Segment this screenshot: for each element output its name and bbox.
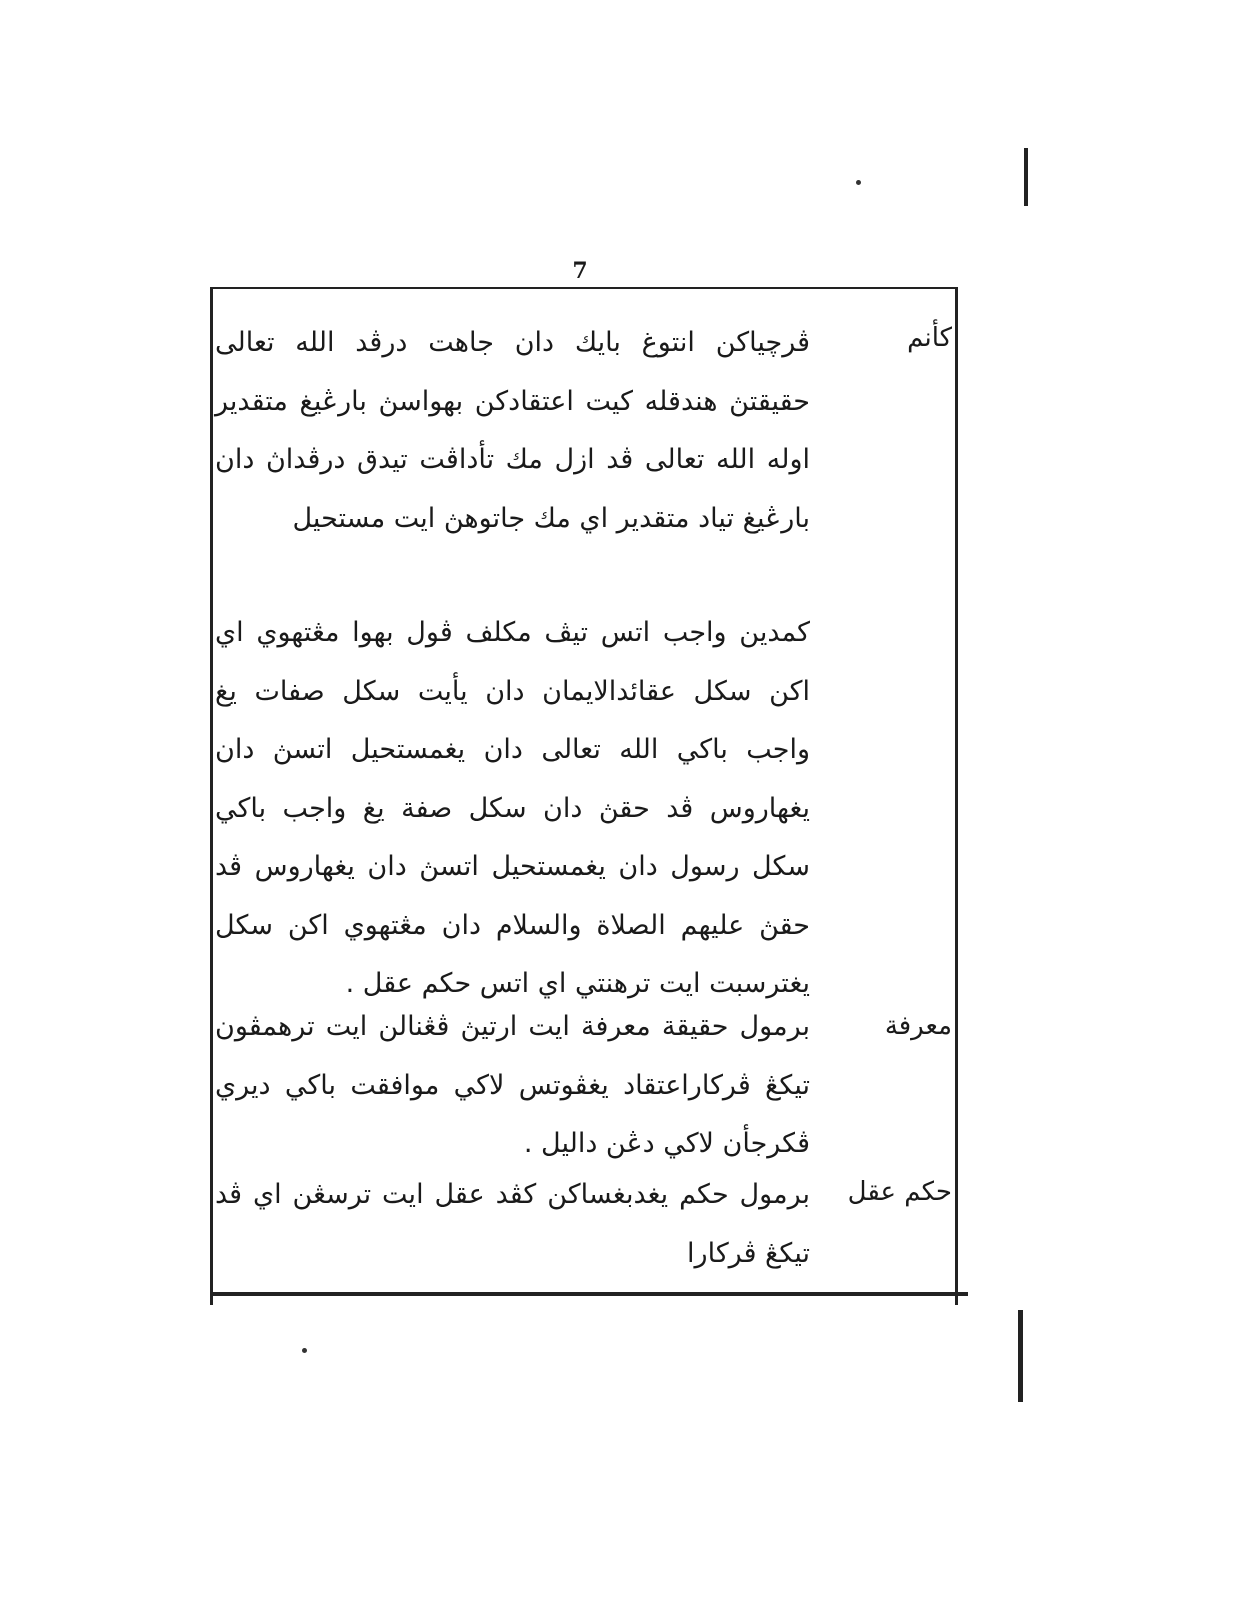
margin-term-hukum-akal: حكم عقل [847,1177,952,1207]
frame-bottom-rule [210,1292,968,1296]
paragraph-kanum: ڤرچياكن انتوغ بايك دان جاهت درڤد الله تعالى حقيقتڽ هندقله كيت اعتقادكن بهواسڽ بارڠيغ متقدير اوله الله تعالى ڤد ازل مك تأداڤت تيدق درڤداڽ دان بارڠيغ تياد متقدير اي مك جاتوهڽ ايت مستحيل [215,327,810,534]
paragraph-text: برمول حقيقة معرفة ايت ارتيڽ ڤڠنالن ايت ترهمڤون تيكڠ ڤركاراعتقاد يغڤوتس لاكي موافقت باكي ديري ڤكرجأن لاكي دڠن داليل . [215,1011,810,1159]
margin-term-makrifat: معرفة [884,1011,952,1041]
margin-term-kanum: كأنم [907,323,952,353]
margin-rule [1018,1310,1023,1402]
margin-rule [1024,148,1028,206]
paragraph-text: كمدين واجب اتس تيڤ مكلف ڤول بهوا مڠتهوي اي اكن سكل عقائدالايمان دان يأيت سكل صفات يغ واجب باكي الله تعالى دان يغمستحيل اتسڽ دان يغهاروس ڤد حقڽ دان سكل صفة يغ واجب باكي سكل رسول دان يغمستحيل اتسڽ دان يغهاروس ڤد حقڽ عليهم الصلاة والسلام دان مڠتهوي اكن سكل يغترسبت ايت ترهنتي اي اتس حكم عقل . [215,617,810,999]
paragraph-text: برمول حكم يغدبغساكن كڤد عقل ايت ترسڠن اي ڤد تيكڠ ڤركارا [215,1179,810,1269]
ink-speck [856,180,861,185]
paragraph-makrifat [215,998,810,1174]
paragraph-hukum-akal [215,1166,810,1283]
ink-speck [302,1348,307,1353]
page-number: 7 [572,258,588,284]
paragraph-wajib-mukallaf [215,604,810,1014]
